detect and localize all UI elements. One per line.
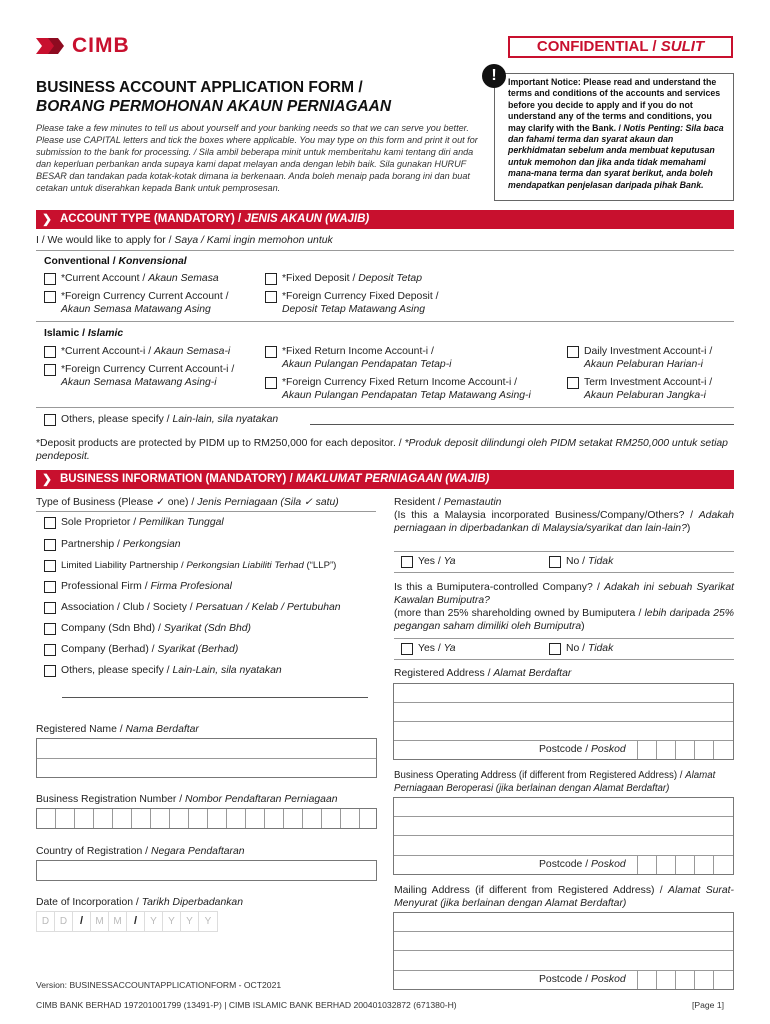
year-box: Y <box>204 916 212 927</box>
month-box: M <box>109 912 127 931</box>
char-cell <box>695 740 714 759</box>
association-checkbox[interactable] <box>44 602 56 614</box>
char-cell <box>56 809 75 828</box>
account-type-heading: ❯ ACCOUNT TYPE (MANDATORY) / JENIS AKAUN (WAJIB) <box>36 210 734 229</box>
fc-fixed-deposit-checkbox[interactable] <box>265 291 277 303</box>
others-business-checkbox[interactable] <box>44 665 56 677</box>
intro-text: Please take a few minutes to tell us about yourself and your banking needs so that we can serve you better. Please use CAPITAL letters and tick the boxes where applicable. You may type on this form and print it out for submission to the bank for processing. / Sila ambil beberapa minit untuk memberitahu kami tentang diri anda dan keperluan perbankan anda supaya kami dapat melayan anda dengan lebih baik. Sila gunakan HURUF BESAR dan tandakan pada kotak-kotak dimana ia berkenaan. Anda boleh menaip pada borang ini dan buat cetakan untuk diserahkan kepada Bank untuk pemprosesan. <box>36 123 478 193</box>
divider <box>394 816 733 817</box>
daily-investment-label: Daily Investment Account-i / Akaun Pelaburan Harian-i <box>584 346 713 370</box>
char-cell <box>341 809 360 828</box>
char-cell <box>638 855 657 874</box>
pidm-notice: *Deposit products are protected by PIDM up to RM250,000 for each depositor. / *Produk deposit dilindungi oleh PIDM setakat RM250,000 untuk setiap pendeposit. <box>36 438 728 462</box>
page-number: [Page 1] <box>692 1000 725 1010</box>
company-registration-text: CIMB BANK BERHAD 197201001799 (13491-P) | CIMB ISLAMIC BANK BERHAD 200401032872 (671380-H) <box>36 1000 457 1010</box>
fixed-return-income-checkbox[interactable] <box>265 346 277 358</box>
postcode-label: Postcode / Poskod <box>539 859 626 870</box>
business-reg-number-label: Business Registration Number / Nombor Pendaftaran Perniagaan <box>36 794 338 805</box>
company-sdn-bhd-checkbox[interactable] <box>44 623 56 635</box>
sole-proprietor-label: Sole Proprietor / Pemilikan Tunggal <box>61 517 224 528</box>
resident-yes-checkbox[interactable] <box>401 556 413 568</box>
fixed-deposit-label: *Fixed Deposit / Deposit Tetap <box>282 273 422 284</box>
partnership-checkbox[interactable] <box>44 539 56 551</box>
registered-name-label: Registered Name / Nama Berdaftar <box>36 724 199 735</box>
current-account-i-label: *Current Account-i / Akaun Semasa-i <box>61 346 231 357</box>
char-cell <box>657 855 676 874</box>
country-of-registration-input[interactable] <box>36 860 377 881</box>
bumiputera-question: Is this a Bumiputera-controlled Company? / Adakah ini sebuah Syarikat Kawalan Bumiputra? (more than 25% shareholding owned by Bumiputera / lebih daripada 25% pegangan saham dimiliki oleh Bumiputra) <box>394 582 735 632</box>
postcode-input[interactable] <box>637 970 733 989</box>
day-box: D <box>37 912 55 931</box>
current-account-i-checkbox[interactable] <box>44 346 56 358</box>
char-cell <box>695 970 714 989</box>
chevron-right-icon: ❯ <box>42 472 53 486</box>
char-cell <box>113 809 132 828</box>
postcode-input[interactable] <box>637 740 733 759</box>
char-cell <box>284 809 303 828</box>
version-text: Version: BUSINESSACCOUNTAPPLICATIONFORM - OCT2021 <box>36 980 282 990</box>
others-account-label: Others, please specify / Lain-lain, sila nyatakan <box>61 414 279 425</box>
others-account-checkbox[interactable] <box>44 414 56 426</box>
current-account-checkbox[interactable] <box>44 273 56 285</box>
divider <box>36 511 376 512</box>
char-cell <box>303 809 322 828</box>
char-cell <box>265 809 284 828</box>
company-berhad-checkbox[interactable] <box>44 644 56 656</box>
confidential-badge: CONFIDENTIAL / SULIT <box>508 36 733 58</box>
resident-yes-label: Yes / Ya <box>418 556 456 567</box>
important-notice: Important Notice: Please read and understand the terms and conditions of the accounts and services before you decide to apply and if you do not understand any of the terms and conditions, you may clarify with the Bank. / Notis Penting: Sila baca dan fahami terma dan syarat akaun dan perkhidmatan sebelum anda membuat keputusan untuk memohon dan jika anda tidak memahami mana-mana terma dan syarat berikut, anda boleh mendapatkan penjelasan daripada pihak Bank. <box>508 77 724 190</box>
divider <box>36 407 734 408</box>
postcode-input[interactable] <box>637 855 733 874</box>
divider <box>394 931 733 932</box>
conventional-label: Conventional / Konvensional <box>44 256 187 267</box>
divider <box>394 721 733 722</box>
char-cell <box>657 970 676 989</box>
daily-investment-checkbox[interactable] <box>567 346 579 358</box>
bumiputera-yes-checkbox[interactable] <box>401 643 413 655</box>
fc-fixed-deposit-label: *Foreign Currency Fixed Deposit / Deposit Tetap Matawang Asing <box>282 291 439 315</box>
divider <box>394 659 734 660</box>
char-cell <box>75 809 94 828</box>
resident-question: Resident / Pemastautin (Is this a Malaysia incorporated Business/Company/Others? / Adakah perniagaan in diperbadankan di Malaysia/syarikat dan lain-lain?) <box>394 497 734 534</box>
chevron-right-icon: ❯ <box>42 212 53 226</box>
others-account-input[interactable] <box>310 424 734 425</box>
date-of-incorporation-label: Date of Incorporation / Tarikh Diperbadankan <box>36 897 243 908</box>
char-cell <box>132 809 151 828</box>
char-cell <box>714 855 733 874</box>
page-title: BUSINESS ACCOUNT APPLICATION FORM / BORANG PERMOHONAN AKAUN PERNIAGAAN <box>36 79 392 115</box>
fixed-deposit-checkbox[interactable] <box>265 273 277 285</box>
brand-name: CIMB <box>72 34 130 57</box>
fc-current-account-i-checkbox[interactable] <box>44 364 56 376</box>
char-cell <box>714 970 733 989</box>
country-of-registration-label: Country of Registration / Negara Pendaftaran <box>36 846 245 857</box>
exclamation-icon: ! <box>482 64 506 88</box>
char-cell <box>37 809 56 828</box>
business-info-heading: ❯ BUSINESS INFORMATION (MANDATORY) / MAKLUMAT PERNIAGAAN (WAJIB) <box>36 470 734 489</box>
partnership-label: Partnership / Perkongsian <box>61 539 181 550</box>
current-account-label: *Current Account / Akaun Semasa <box>61 273 219 284</box>
registered-name-input[interactable] <box>36 738 377 778</box>
divider <box>394 572 734 573</box>
fc-fixed-return-income-checkbox[interactable] <box>265 377 277 389</box>
association-label: Association / Club / Society / Persatuan / Kelab / Pertubuhan <box>61 602 341 613</box>
char-cell <box>227 809 246 828</box>
term-investment-label: Term Investment Account-i / Akaun Pelaburan Jangka-i <box>584 377 713 401</box>
apply-for-label: I / We would like to apply for / Saya / Kami ingin memohon untuk <box>36 235 333 246</box>
char-cell <box>170 809 189 828</box>
char-cell <box>246 809 265 828</box>
divider <box>394 551 734 552</box>
divider <box>36 321 734 322</box>
divider <box>394 638 734 639</box>
fc-current-account-label: *Foreign Currency Current Account / Akaun Semasa Matawang Asing <box>61 291 229 315</box>
char-cell <box>714 740 733 759</box>
char-cell <box>151 809 170 828</box>
char-cell <box>676 740 695 759</box>
char-cell <box>695 855 714 874</box>
divider <box>394 702 733 703</box>
date-separator: / <box>73 912 91 931</box>
fc-current-account-i-label: *Foreign Currency Current Account-i / Akaun Semasa Matawang Asing-i <box>61 364 235 388</box>
month-box: M <box>91 912 109 931</box>
char-cell <box>657 740 676 759</box>
registered-address-label: Registered Address / Alamat Berdaftar <box>394 668 572 679</box>
fixed-return-income-label: *Fixed Return Income Account-i / Akaun Pulangan Pendapatan Tetap-i <box>282 346 452 370</box>
fc-current-account-checkbox[interactable] <box>44 291 56 303</box>
cimb-logo <box>36 32 156 60</box>
professional-firm-checkbox[interactable] <box>44 581 56 593</box>
year-box: Y <box>181 912 199 931</box>
char-cell <box>638 970 657 989</box>
char-cell <box>638 740 657 759</box>
resident-no-checkbox[interactable] <box>549 556 561 568</box>
bumiputera-no-label: No / Tidak <box>566 643 614 654</box>
bumiputera-yes-label: Yes / Ya <box>418 643 456 654</box>
islamic-label: Islamic / Islamic <box>44 328 124 339</box>
day-box: D <box>55 912 73 931</box>
divider <box>394 835 733 836</box>
others-business-label: Others, please specify / Lain-Lain, sila nyatakan <box>61 665 282 676</box>
company-sdn-bhd-label: Company (Sdn Bhd) / Syarikat (Sdn Bhd) <box>61 623 252 634</box>
operating-address-label: Business Operating Address (if different from Registered Address) / Alamat Perniagaan Beroperasi (jika berlainan dengan Alamat Berdaftar) <box>394 770 716 794</box>
llp-label: Limited Liability Partnership / Perkongsian Liabiliti Terhad (“LLP”) <box>61 560 337 571</box>
company-berhad-label: Company (Berhad) / Syarikat (Berhad) <box>61 644 239 655</box>
cimb-logo-icon <box>36 34 66 58</box>
professional-firm-label: Professional Firm / Firma Profesional <box>61 581 232 592</box>
others-business-input[interactable] <box>62 697 368 698</box>
term-investment-checkbox[interactable] <box>567 377 579 389</box>
char-cell <box>676 970 695 989</box>
mailing-address-input[interactable] <box>393 912 734 990</box>
date-of-incorporation-input[interactable] <box>36 911 218 932</box>
date-separator: / <box>127 912 145 931</box>
char-cell <box>94 809 113 828</box>
operating-address-input[interactable] <box>393 797 734 875</box>
char-cell <box>322 809 341 828</box>
year-box: Y <box>145 912 163 931</box>
divider <box>37 758 376 759</box>
business-reg-number-input[interactable] <box>36 808 377 829</box>
resident-no-label: No / Tidak <box>566 556 614 567</box>
divider <box>36 250 734 251</box>
llp-checkbox[interactable] <box>44 560 56 572</box>
divider <box>394 950 733 951</box>
char-cell <box>676 855 695 874</box>
type-of-business-label: Type of Business (Please ✓ one) / Jenis Perniagaan (Sila ✓ satu) <box>36 497 339 508</box>
postcode-label: Postcode / Poskod <box>539 974 626 985</box>
year-box: Y <box>163 912 181 931</box>
postcode-label: Postcode / Poskod <box>539 744 626 755</box>
registered-address-input[interactable] <box>393 683 734 760</box>
char-cell <box>208 809 227 828</box>
fc-fixed-return-income-label: *Foreign Currency Fixed Return Income Account-i / Akaun Pulangan Pendapatan Tetap Matawang Asing-i <box>282 377 531 401</box>
bumiputera-no-checkbox[interactable] <box>549 643 561 655</box>
mailing-address-label: Mailing Address (if different from Registered Address) / Alamat Surat-Menyurat (jika berlainan dengan Alamat Berdaftar) <box>394 885 734 909</box>
sole-proprietor-checkbox[interactable] <box>44 517 56 529</box>
char-cell <box>189 809 208 828</box>
